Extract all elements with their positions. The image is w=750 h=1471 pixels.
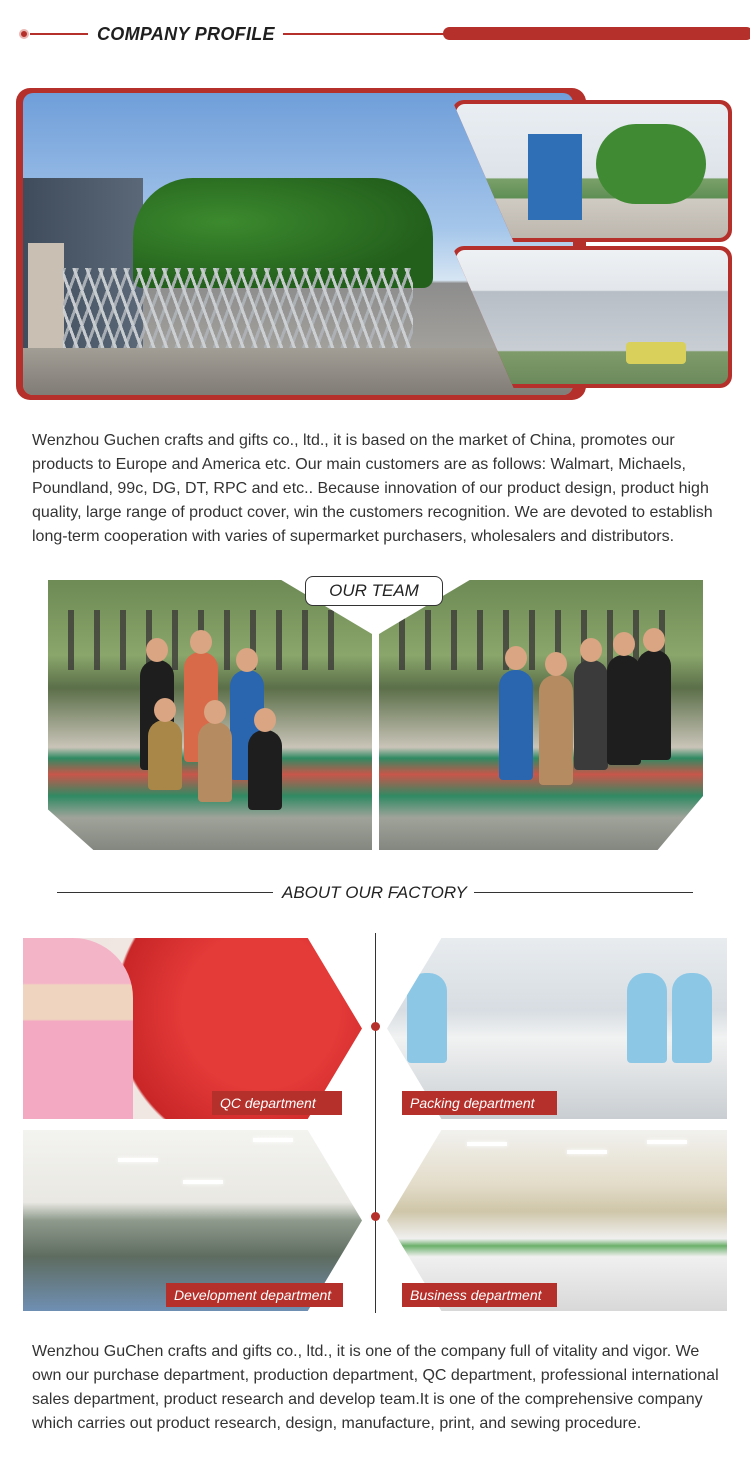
team-photo-left [48, 580, 372, 850]
team-member-head [190, 630, 212, 654]
photo-ceiling-light [253, 1138, 293, 1142]
team-member-head [204, 700, 226, 724]
photo-ceiling-light [183, 1180, 223, 1184]
factory-heading: ABOUT OUR FACTORY [282, 883, 467, 902]
team-member-head [643, 628, 665, 652]
photo-worker [407, 973, 447, 1063]
factory-center-divider [375, 933, 376, 1313]
packing-department-label: Packing department [402, 1091, 557, 1115]
header-dot [19, 29, 29, 39]
team-member-head [580, 638, 602, 662]
team-member [499, 670, 533, 780]
photo-worker [672, 973, 712, 1063]
photo-road [23, 348, 573, 395]
header-rule-left [30, 33, 88, 35]
divider-dot [371, 1022, 380, 1031]
factory-rule-left [57, 892, 273, 893]
team-member [637, 650, 671, 760]
header-accent-bar [443, 27, 750, 40]
team-photo-right [379, 580, 703, 850]
divider-dot [371, 1212, 380, 1221]
team-member-head [545, 652, 567, 676]
our-team-heading: OUR TEAM [305, 576, 443, 606]
team-member-head [613, 632, 635, 656]
team-member-head [254, 708, 276, 732]
team-member [574, 660, 608, 770]
team-member-head [505, 646, 527, 670]
photo-bus [626, 342, 686, 364]
team-member [539, 675, 573, 785]
photo-gate-post [28, 243, 64, 358]
closing-paragraph: Wenzhou GuChen crafts and gifts co., ltd., it is one of the company full of vitality and vigor. We own our purchase department, production department, QC department, professional international sales department, product research and develop team.It is one of the comprehensive company which carries out product research, design, manufacture, print, and sewing procedure. [32, 1343, 719, 1432]
photo-tree [596, 124, 706, 204]
photo-worker [23, 938, 133, 1119]
photo-blue-door [528, 134, 582, 220]
photo-ceiling-light [647, 1140, 687, 1144]
team-member-head [146, 638, 168, 662]
team-member [248, 730, 282, 810]
team-member-head [236, 648, 258, 672]
page-title: COMPANY PROFILE [97, 24, 275, 44]
photo-ceiling-light [118, 1158, 158, 1162]
header-rule-right [283, 33, 453, 35]
qc-department-label: QC department [212, 1091, 342, 1115]
team-member-head [154, 698, 176, 722]
photo-worker [627, 973, 667, 1063]
business-department-label: Business department [402, 1283, 557, 1307]
team-member [148, 720, 182, 790]
team-member [607, 655, 641, 765]
factory-rule-right [474, 892, 693, 893]
photo-ceiling-light [567, 1150, 607, 1154]
intro-paragraph: Wenzhou Guchen crafts and gifts co., ltd., it is based on the market of China, promotes our products to Europe and America etc. Our main customers are as follows: Walmart, Michaels, Poundland, 99c, DG, DT, RPC and etc.. Because innovation of our product design, product high quality, large range of product cover, win the customers recognition. We are devoted to establish long-term cooperation with varies of supermarket purchasers, wholesalers and distributors. [32, 432, 713, 545]
development-department-label: Development department [166, 1283, 343, 1307]
photo-sliding-gate [63, 268, 413, 348]
photo-ceiling-light [467, 1142, 507, 1146]
team-member [198, 722, 232, 802]
